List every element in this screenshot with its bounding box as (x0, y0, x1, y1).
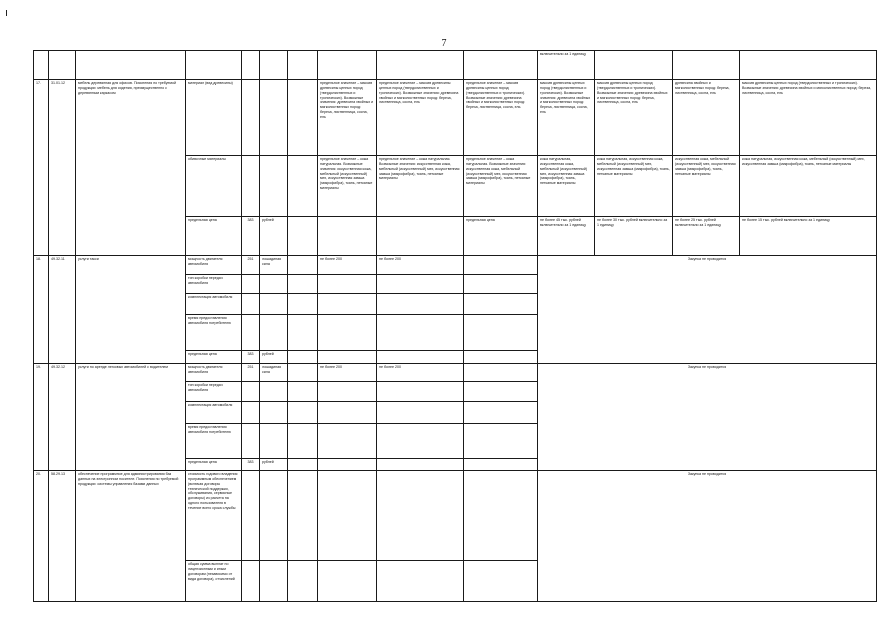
page-number: 7 (441, 38, 447, 49)
value-cell (318, 217, 377, 256)
okpd-code: 58.29.13 (49, 471, 76, 602)
item-name: мебель деревянная для офисов. Пояснения по требуемой продукции: мебель для сидения, преимущественно с деревянным каркасом (76, 80, 186, 256)
item-name: услуги по аренде легковых автомобилей с водителем (76, 364, 186, 471)
unit: лошадиная сила (260, 364, 288, 382)
value-cell: предельное значение – кожа натуральная. Возможные значения: искусственная кожа, мебельный (искусственный) мех, искусственная замша (микрофибра), ткань, нетканые материалы (318, 156, 377, 217)
characteristic: комплектация автомобиля (186, 294, 242, 315)
characteristic: время предоставления автомобиля потребителю (186, 315, 242, 351)
value-cell: не более 200 (377, 364, 464, 382)
characteristic: стоимость годового владения программным обеспечением (включая договоры технической поддержки, обслуживания, сервисные договоры) из расчета на одного пользователя в течение всего срока службы (186, 471, 242, 561)
table-row (34, 51, 877, 80)
table-row (34, 256, 877, 275)
value-cell: не более 15 тыс. рублей включительно за 1 единицу (740, 217, 877, 256)
row-number: 19. (34, 364, 49, 471)
unit: рублей (260, 351, 288, 364)
value-cell: не более 200 (318, 256, 377, 275)
value-cell: кожа натуральная, искусственная кожа, мебельный (искусственный) мех, искусственная замша (микрофибра), ткань, нетканые материалы (740, 156, 877, 217)
characteristic: комплектация автомобиля (186, 402, 242, 424)
procurement-note: Закупка не проводится (538, 364, 877, 471)
procurement-note: Закупка не проводится (538, 471, 877, 602)
value-cell: кожа натуральная, искусственная кожа, мебельный (искусственный) мех, искусственная замша (микрофибра), ткань, нетканые материалы (538, 156, 595, 217)
characteristic: тип коробки передач автомобиля (186, 275, 242, 294)
okei-code: 383 (242, 351, 260, 364)
table-row (34, 80, 877, 156)
characteristic: предельная цена (186, 459, 242, 471)
value-cell: древесина хвойных и мягколиственных пород: береза, лиственница, сосна, ель (673, 80, 740, 156)
okei-code: 383 (242, 217, 260, 256)
characteristic: предельная цена (186, 351, 242, 364)
okei-code: 251 (242, 256, 260, 275)
value-cell: не более 45 тыс. рублей включительно за 1 единицу (538, 217, 595, 256)
unit: рублей (260, 459, 288, 471)
characteristic: предельная цена (186, 217, 242, 256)
okpd-code: 49.32.11 (49, 256, 76, 364)
okei-code (242, 156, 260, 217)
characteristic: материал (вид древесины) (186, 80, 242, 156)
procurement-note: Закупка не проводится (538, 256, 877, 364)
table-row (34, 364, 877, 382)
value-cell: массив древесины ценных пород (твердолиственных и тропических). Возможные значения: древесина хвойных и мягколиственных пород: береза, лиственница, сосна, ель (595, 80, 673, 156)
unit: лошадиная сила (260, 256, 288, 275)
value-cell: предельное значение – массив древесины ценных пород (твердолиственных и тропических). Возможные значения: древесина хвойных и мягколиственных пород: береза, лиственница, сосна, ель (464, 80, 538, 156)
value-cell: массив древесины ценных пород (твердолиственных и тропических). Возможные значения: древесина хвойных и мягколиственных пород: береза, лиственница, сосна, ель (740, 80, 877, 156)
table-cell: включительно за 1 единицу (538, 51, 595, 80)
characteristic: мощность двигателя автомобиля (186, 256, 242, 275)
value-cell: предельное значение – массив древесины ценных пород (твердолиственных и тропических). Возможные значения: древесина хвойных и мягколиственных пород: береза, лиственница, сосна, ель (318, 80, 377, 156)
value-cell (377, 217, 464, 256)
okpd-code: 49.32.12 (49, 364, 76, 471)
characteristic: время предоставления автомобиля потребителю (186, 424, 242, 459)
unit (260, 156, 288, 217)
characteristic: общая сумма выплат по лицензионным и иным договорам (независимо от вида договора), отчислений (186, 561, 242, 602)
okei-code: 251 (242, 364, 260, 382)
row-number: 17. (34, 80, 49, 256)
value-cell: кожа натуральная, искусственная кожа, мебельный (искусственный) мех, искусственная замша (микрофибра), ткань, нетканые материалы (595, 156, 673, 217)
item-name: обеспечение программное для администрирования баз данных на электронном носителе. Пояснения по требуемой продукции: системы управления базами данных (76, 471, 186, 602)
row-number: 18. (34, 256, 49, 364)
unit (260, 80, 288, 156)
value-cell: предельное значение – кожа натуральная. Возможные значения: искусственная кожа, мебельный (искусственный) мех, искусственная замша (микрофибра), ткань, нетканые материалы (464, 156, 538, 217)
characteristic: тип коробки передач автомобиля (186, 382, 242, 402)
requirements-table (33, 50, 877, 602)
value-cell: предельное значение – массив древесины ценных пород (твердолиственных и тропических). Возможные значения: древесина хвойных и мягколиственных пород: береза, лиственница, сосна, ель (377, 80, 464, 156)
value-cell: не более 200 (377, 256, 464, 275)
row-number: 20. (34, 471, 49, 602)
okei-code (242, 80, 260, 156)
value-cell: не более 30 тыс. рублей включительно за 1 единицу (595, 217, 673, 256)
table-row (34, 471, 877, 561)
value-cell: массив древесины ценных пород (твердолиственных и тропических). Возможные значения: древесина хвойных и мягколиственных пород: береза, лиственница, сосна, ель (538, 80, 595, 156)
value-cell: не более 200 (318, 364, 377, 382)
value-cell: предельная цена (464, 217, 538, 256)
margin-mark (6, 10, 7, 16)
item-name: услуги такси (76, 256, 186, 364)
characteristic: мощность двигателя автомобиля (186, 364, 242, 382)
value-cell: искусственная кожа, мебельный (искусственный) мех, искусственная замша (микрофибра), ткань, нетканые материалы (673, 156, 740, 217)
unit: рублей (260, 217, 288, 256)
okei-code: 383 (242, 459, 260, 471)
value-cell: не более 25 тыс. рублей включительно за 1 единицу (673, 217, 740, 256)
value-cell: предельное значение – кожа натуральная. Возможные значения: искусственная кожа, мебельный (искусственный) мех, искусственная замша (микрофибра), ткань, нетканые материалы (377, 156, 464, 217)
okpd-code: 31.01.12 (49, 80, 76, 256)
characteristic: обивочные материалы (186, 156, 242, 217)
